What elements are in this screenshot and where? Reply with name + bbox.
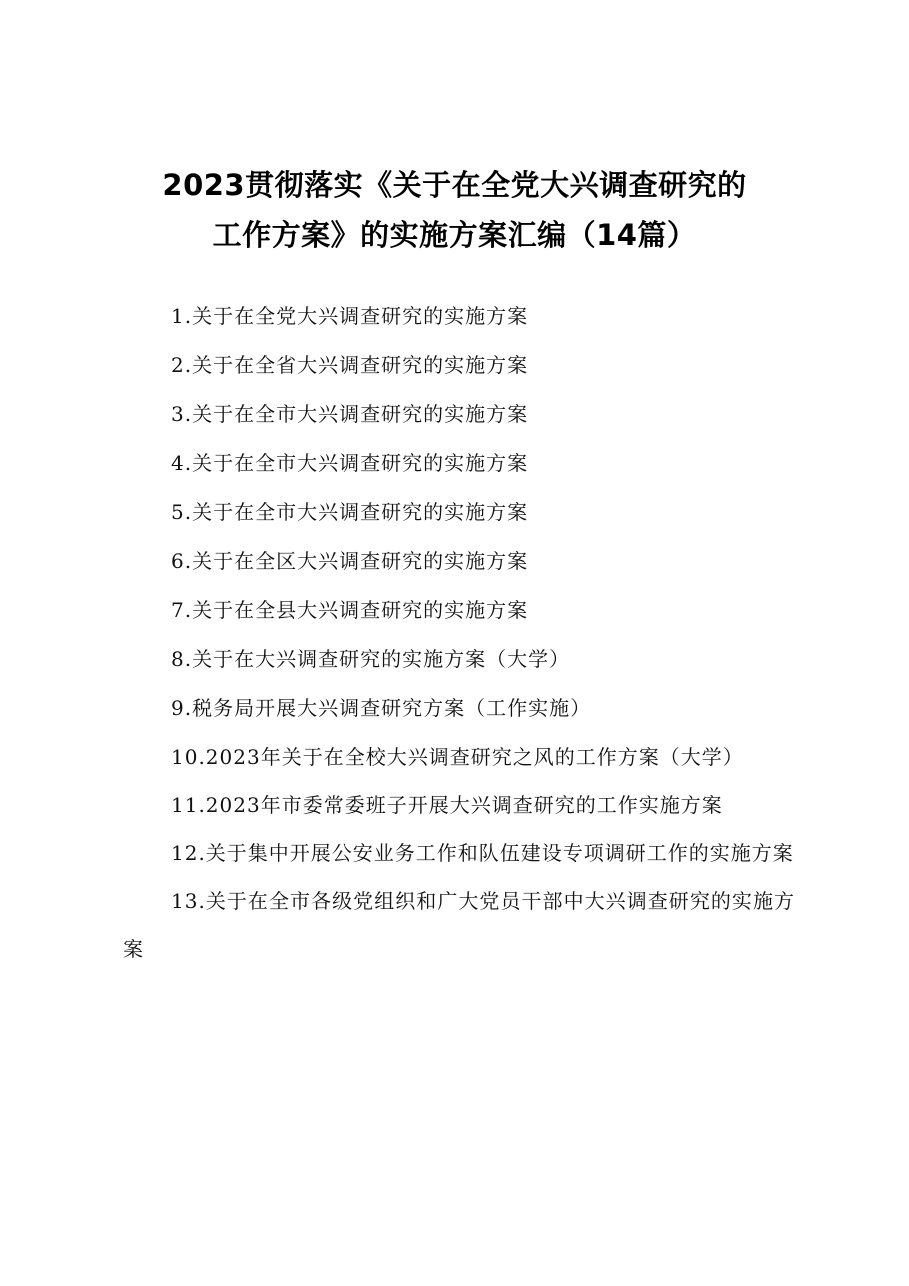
toc-item-13: 13.关于在全市各级党组织和广大党员干部中大兴调查研究的实施方案 (123, 889, 795, 961)
toc-item-10: 10.2023年关于在全校大兴调查研究之风的工作方案（大学） (171, 745, 744, 769)
toc-item-5: 5.关于在全市大兴调查研究的实施方案 (171, 500, 529, 524)
toc-item-12: 12.关于集中开展公安业务工作和队伍建设专项调研工作的实施方案 (171, 841, 794, 865)
toc-item-6: 6.关于在全区大兴调查研究的实施方案 (171, 549, 529, 573)
table-of-contents (123, 292, 795, 973)
toc-item-11: 11.2023年市委常委班子开展大兴调查研究的工作实施方案 (171, 793, 723, 817)
toc-item-3: 3.关于在全市大兴调查研究的实施方案 (171, 402, 529, 426)
document-title (100, 160, 809, 260)
toc-item-7: 7.关于在全县大兴调查研究的实施方案 (171, 598, 529, 622)
toc-item-9: 9.税务局开展大兴调查研究方案（工作实施） (171, 696, 592, 720)
toc-item-4: 4.关于在全市大兴调查研究的实施方案 (171, 451, 529, 475)
toc-item-1: 1.关于在全党大兴调查研究的实施方案 (171, 304, 529, 328)
document-title-line-1: 2023贯彻落实《关于在全党大兴调查研究的 (162, 168, 747, 202)
document-title-line-2: 工作方案》的实施方案汇编（14篇） (212, 218, 697, 252)
toc-item-2: 2.关于在全省大兴调查研究的实施方案 (171, 353, 529, 377)
toc-item-8: 8.关于在大兴调查研究的实施方案（大学） (171, 647, 571, 671)
